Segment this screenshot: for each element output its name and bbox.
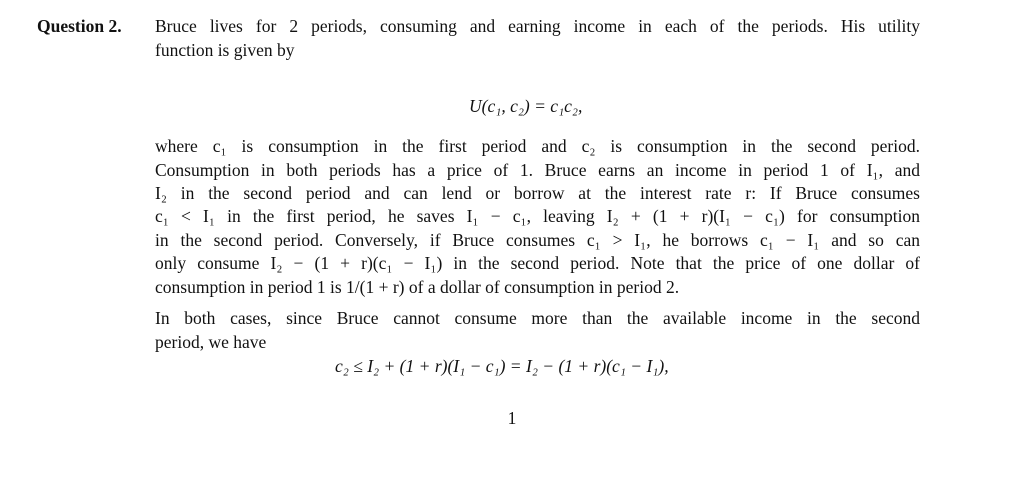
paragraph-1-line: I₂ in the second period and can lend or borrow at the interest rate r: If Bruce consumes	[155, 183, 920, 203]
paragraph-1-line: where c₁ is consumption in the first period and c₂ is consumption in the second period.	[155, 136, 920, 156]
paragraph-1-line: consumption in period 1 is 1/(1 + r) of a dollar of consumption in period 2.	[155, 277, 680, 297]
paragraph-1-line: in the second period. Conversely, if Bruce consumes c₁ > I₁, he borrows c₁ − I₁ and so can	[155, 230, 920, 250]
paragraph-2-line: In both cases, since Bruce cannot consume more than the available income in the second	[155, 308, 920, 328]
paragraph-1-line: Consumption in both periods has a price of 1. Bruce earns an income in period 1 of I₁, and	[155, 160, 920, 180]
constraint-equation: c₂ ≤ I₂ + (1 + r)(I₁ − c₁) = I₂ − (1 + r)(c₁ − I₁),	[335, 356, 669, 376]
utility-equation: U(c₁, c₂) = c₁c₂,	[469, 96, 583, 116]
paragraph-1-line: c₁ < I₁ in the first period, he saves I₁ − c₁, leaving I₂ + (1 + r)(I₁ − c₁) for consumption	[155, 206, 920, 226]
question-label: Question 2.	[37, 16, 122, 36]
paragraph-1-line: only consume I₂ − (1 + r)(c₁ − I₁) in the second period. Note that the price of one dollar of	[155, 253, 920, 273]
question-intro-line-1: Bruce lives for 2 periods, consuming and earning income in each of the periods. His utility	[155, 16, 920, 36]
question-intro-line-2: function is given by	[155, 40, 295, 60]
page-number: 1	[507, 408, 517, 428]
paragraph-2-line: period, we have	[155, 332, 267, 352]
